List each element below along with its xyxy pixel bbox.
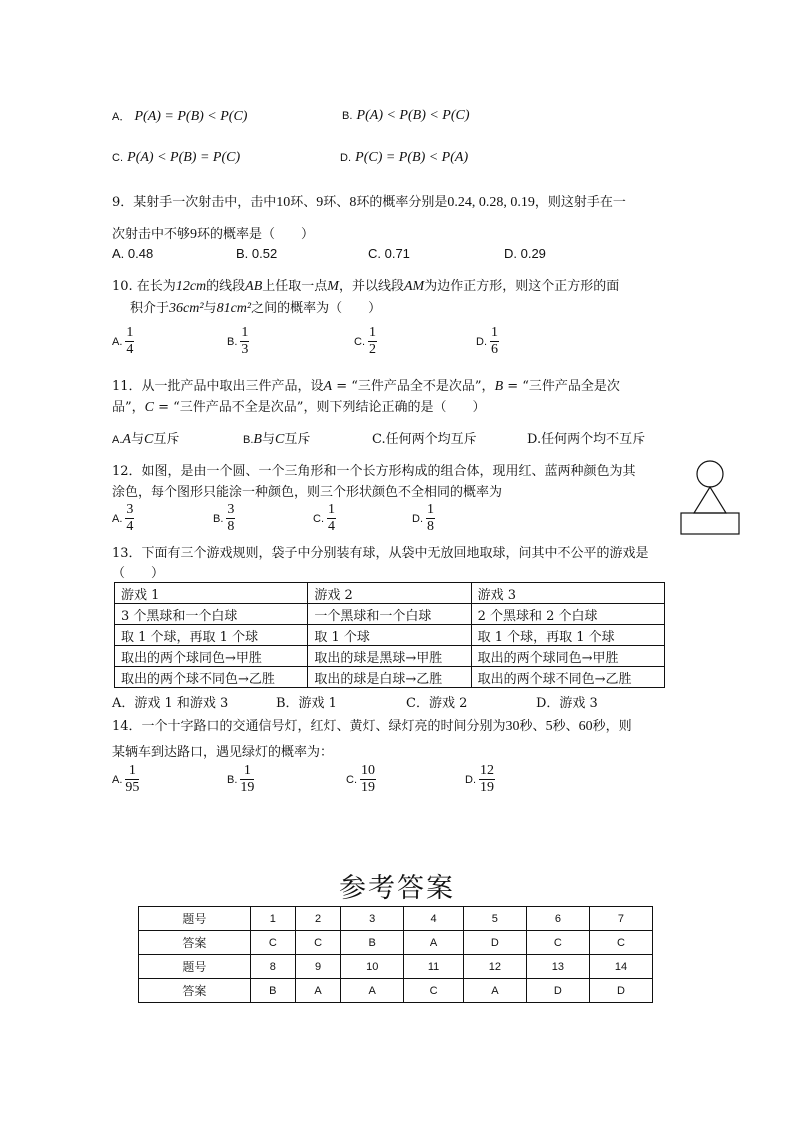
table-cell: D: [589, 979, 652, 1003]
option-label: C.: [354, 335, 365, 348]
table-cell: 一个黑球和一个白球: [308, 604, 471, 625]
q10-option-b: [227, 325, 249, 358]
fraction: [125, 763, 139, 796]
q9-text: 环的概率分别是: [356, 195, 448, 210]
q13-option-b: B．游戏 1: [276, 696, 337, 711]
table-cell: 3: [341, 907, 404, 931]
table-cell: 7: [589, 907, 652, 931]
q10-segment: AB: [245, 279, 263, 294]
table-cell: 10: [341, 955, 404, 979]
q14-text: 14．一个十字路口的交通信号灯，红灯、黄灯、绿灯亮的时间分别为: [112, 719, 506, 734]
q9-text: 环、: [290, 195, 317, 210]
denominator: 6: [491, 342, 498, 357]
q14-number: 30: [505, 719, 520, 734]
table-row: [139, 907, 653, 931]
denominator: 19: [480, 780, 494, 795]
numerator: 10: [361, 763, 375, 778]
numerator: 3: [126, 502, 134, 517]
q11-event: A: [122, 432, 131, 447]
q11-text: = “三件产品全不是次品”，: [332, 379, 495, 394]
table-cell: 取出的两个球同色→甲胜: [471, 646, 664, 667]
fraction: [240, 763, 254, 796]
q14-number: 60: [578, 719, 593, 734]
q11-event: C: [274, 432, 285, 447]
q9-text: 环的概率是（ ）: [197, 227, 315, 242]
table-cell: 游戏 3: [471, 583, 664, 604]
fraction: [490, 325, 499, 358]
q11-stem-line1: [112, 375, 620, 395]
answer-key-title: 参考答案: [339, 873, 455, 904]
denominator: 4: [126, 342, 134, 357]
q8-option-d-expr: P(C) = P(B) < P(A): [355, 150, 469, 165]
q14-text: 秒，则: [592, 719, 632, 734]
q10-option-c: [354, 325, 377, 358]
q10-text: 之间的概率为（ ）: [251, 301, 382, 316]
q13-option-d: D．游戏 3: [536, 696, 598, 711]
q9-text: ，则这射手在一: [534, 195, 626, 210]
table-row: [139, 931, 653, 955]
figure-rectangle: [681, 513, 739, 534]
table-cell: C: [526, 931, 589, 955]
table-row: [115, 667, 665, 688]
q10-length: 12cm: [175, 279, 207, 294]
figure-triangle: [694, 487, 726, 513]
q11-text: = “三件产品全是次: [503, 379, 620, 394]
option-label: B.: [227, 335, 238, 348]
table-cell: 2 个黑球和 2 个白球: [471, 604, 664, 625]
table-cell: 12: [463, 955, 526, 979]
q13-option-c: C．游戏 2: [406, 696, 468, 711]
q11-event: A: [323, 379, 333, 394]
answer-key-table: [138, 906, 653, 1003]
q14-option-a: [112, 763, 139, 796]
denominator: 4: [126, 519, 134, 534]
option-label: D.: [465, 773, 476, 786]
q14-option-b: [227, 763, 254, 796]
table-cell: 取 1 个球: [308, 625, 471, 646]
figure-circle: [697, 461, 723, 487]
table-cell: 4: [404, 907, 464, 931]
q11-text: 11．从一批产品中取出三件产品，设: [112, 379, 324, 394]
q9-stem-line1: [112, 191, 626, 211]
table-cell: 3 个黑球和一个白球: [115, 604, 308, 625]
q9-stem-line2: [112, 223, 314, 243]
fraction: [327, 502, 336, 535]
q9-number: 9: [316, 195, 324, 210]
q12-option-a: [112, 502, 134, 535]
q12-option-d: [412, 502, 435, 535]
option-label: D.: [412, 512, 423, 525]
table-cell: B: [341, 931, 404, 955]
numerator: 1: [125, 763, 139, 780]
option-label: A.: [112, 512, 123, 525]
table-cell: 5: [463, 907, 526, 931]
table-cell: 8: [250, 955, 295, 979]
q9-probabilities: 0.24, 0.28, 0.19: [447, 195, 535, 210]
q10-area: 36cm²: [169, 301, 204, 316]
option-label: B.: [227, 773, 238, 786]
numerator: 1: [491, 325, 498, 340]
q9-text: 9．某射手一次射击中，击中: [112, 195, 277, 210]
q9-text: 次射击中不够: [112, 227, 191, 242]
numerator: 1: [369, 325, 376, 340]
q11-text: 与: [130, 432, 144, 447]
table-cell: 6: [526, 907, 589, 931]
numerator: 1: [240, 763, 254, 780]
denominator: 19: [361, 780, 375, 795]
q9-option-d: D. 0.29: [504, 246, 546, 261]
composite-figure: [678, 458, 744, 538]
denominator: 4: [328, 519, 335, 534]
table-cell: 取出的两个球同色→甲胜: [115, 646, 308, 667]
q11-event: B: [494, 379, 504, 394]
q10-area: 81cm²: [216, 301, 252, 316]
fraction: [226, 502, 235, 535]
q8-option-c-expr: P(A) < P(B) = P(C): [127, 150, 241, 165]
game-rules-table: [114, 582, 665, 688]
q14-option-c: [346, 763, 376, 796]
q10-segment: AM: [403, 279, 425, 294]
table-cell: B: [250, 979, 295, 1003]
table-cell: C: [589, 931, 652, 955]
table-row: [115, 604, 665, 625]
q12-option-c: [313, 502, 336, 535]
table-cell: 取出的两个球不同色→乙胜: [115, 667, 308, 688]
table-cell: D: [526, 979, 589, 1003]
q8-option-d: [340, 150, 468, 166]
denominator: 2: [369, 342, 376, 357]
q11-text: 互斥: [153, 432, 180, 447]
table-cell: 取 1 个球，再取 1 个球: [115, 625, 308, 646]
table-cell: 11: [404, 955, 464, 979]
numerator: 1: [126, 325, 134, 340]
table-cell: 取 1 个球，再取 1 个球: [471, 625, 664, 646]
q8-option-a-expr: P(A) = P(B) < P(C): [134, 109, 248, 124]
q11-option-c: C.任何两个均互斥: [372, 432, 477, 447]
q11-event: C: [143, 432, 154, 447]
q11-option-d: D.任何两个均不互斥: [527, 432, 646, 447]
q10-text: 的线段: [206, 279, 246, 294]
table-cell: A: [463, 979, 526, 1003]
q11-text: 互斥: [284, 432, 311, 447]
option-label: C.: [346, 773, 357, 786]
table-cell: 游戏 2: [308, 583, 471, 604]
q8-option-a-label: A．: [112, 111, 131, 123]
option-label: B.: [213, 512, 224, 525]
table-row: [115, 583, 665, 604]
option-label: B.: [243, 434, 254, 446]
table-cell: A: [295, 979, 340, 1003]
numerator: 12: [480, 763, 494, 778]
table-row: [139, 979, 653, 1003]
table-cell: C: [404, 979, 464, 1003]
q9-option-a: A. 0.48: [112, 246, 154, 261]
q9-option-c: C. 0.71: [368, 246, 410, 261]
option-label: A.: [112, 335, 123, 348]
q14-text: 秒、: [519, 719, 546, 734]
table-cell: 题号: [139, 907, 251, 931]
table-cell: 取出的球是黑球→甲胜: [308, 646, 471, 667]
q11-text: 与: [261, 432, 275, 447]
table-cell: C: [295, 931, 340, 955]
option-label: D.: [476, 335, 487, 348]
q10-text: 为边作正方形，则这个正方形的面: [424, 279, 620, 294]
q9-option-b: B. 0.52: [236, 246, 278, 261]
table-cell: 答案: [139, 979, 251, 1003]
numerator: 3: [227, 502, 235, 517]
q14-number: 5: [545, 719, 553, 734]
option-label: A.: [112, 773, 123, 786]
table-cell: 2: [295, 907, 340, 931]
q14-text: 秒、: [552, 719, 579, 734]
option-label: A.: [112, 434, 123, 446]
fraction: [479, 763, 495, 796]
q9-text: 环、: [323, 195, 350, 210]
fraction: [360, 763, 376, 796]
table-row: [115, 625, 665, 646]
q13-option-a: A．游戏 1 和游戏 3: [112, 696, 229, 711]
q9-number: 9: [190, 227, 198, 242]
q14-stem-line2: 某辆车到达路口，遇见绿灯的概率为：: [112, 745, 334, 760]
q10-option-a: [112, 325, 134, 358]
q10-text: ，并以线段: [338, 279, 404, 294]
q9-number: 10: [276, 195, 291, 210]
q12-stem-line2: 涂色，每个图形只能涂一种颜色，则三个形状颜色不全相同的概率为: [112, 485, 503, 500]
q13-stem-line2: （ ）: [112, 566, 165, 581]
q11-option-b: [243, 428, 310, 448]
q11-text: = “三件产品不全是次品”，则下列结论正确的是（ ）: [154, 400, 486, 415]
q8-option-b-expr: P(A) < P(B) < P(C): [356, 108, 470, 123]
q8-option-b-label: B.: [342, 110, 353, 122]
denominator: 8: [227, 519, 235, 534]
q11-stem-line2: [112, 396, 485, 416]
numerator: 1: [328, 502, 335, 517]
q8-option-c: [112, 150, 240, 166]
denominator: 95: [125, 780, 140, 795]
fraction: [240, 325, 249, 358]
table-cell: 9: [295, 955, 340, 979]
q8-option-c-label: C.: [112, 152, 123, 164]
q14-stem-line1: [112, 715, 632, 735]
q10-text: 与: [203, 301, 217, 316]
table-cell: D: [463, 931, 526, 955]
table-cell: 取出的两个球不同色→乙胜: [471, 667, 664, 688]
q8-option-d-label: D.: [340, 152, 351, 164]
denominator: 3: [241, 342, 249, 357]
q12-option-b: [213, 502, 235, 535]
numerator: 1: [427, 502, 434, 517]
q10-point: M: [327, 279, 339, 294]
q11-text: 品”，: [112, 400, 145, 415]
table-cell: 13: [526, 955, 589, 979]
table-row: [139, 955, 653, 979]
q9-number: 8: [349, 195, 357, 210]
table-row: [115, 646, 665, 667]
table-cell: 14: [589, 955, 652, 979]
q11-event: C: [144, 400, 154, 415]
denominator: 19: [240, 780, 255, 795]
fraction: [426, 502, 435, 535]
fraction: [125, 325, 134, 358]
q12-stem-line1: 12．如图，是由一个圆、一个三角形和一个长方形构成的组合体，现用红、蓝两种颜色为其: [112, 464, 636, 479]
table-cell: A: [404, 931, 464, 955]
q11-option-a: [112, 428, 179, 448]
table-cell: 游戏 1: [115, 583, 308, 604]
q10-text: 积介于: [130, 301, 170, 316]
fraction: [368, 325, 377, 358]
q10-stem-line2: [130, 297, 381, 317]
q14-option-d: [465, 763, 495, 796]
q10-option-d: [476, 325, 499, 358]
denominator: 8: [427, 519, 434, 534]
q10-stem-line1: [112, 275, 619, 295]
table-cell: 取出的球是白球→乙胜: [308, 667, 471, 688]
q13-stem-line1: 13．下面有三个游戏规则，袋子中分别装有球，从袋中无放回地取球，问其中不公平的游戏是: [112, 546, 649, 561]
option-label: C.: [313, 512, 324, 525]
numerator: 1: [241, 325, 249, 340]
table-cell: 题号: [139, 955, 251, 979]
table-cell: 答案: [139, 931, 251, 955]
fraction: [125, 502, 134, 535]
table-cell: C: [250, 931, 295, 955]
q10-text: 10. 在长为: [112, 279, 176, 294]
table-cell: A: [341, 979, 404, 1003]
q8-option-a: [112, 108, 247, 125]
table-cell: 1: [250, 907, 295, 931]
q8-option-b: [342, 108, 470, 124]
q11-event: B: [253, 432, 262, 447]
q10-text: 上任取一点: [262, 279, 328, 294]
